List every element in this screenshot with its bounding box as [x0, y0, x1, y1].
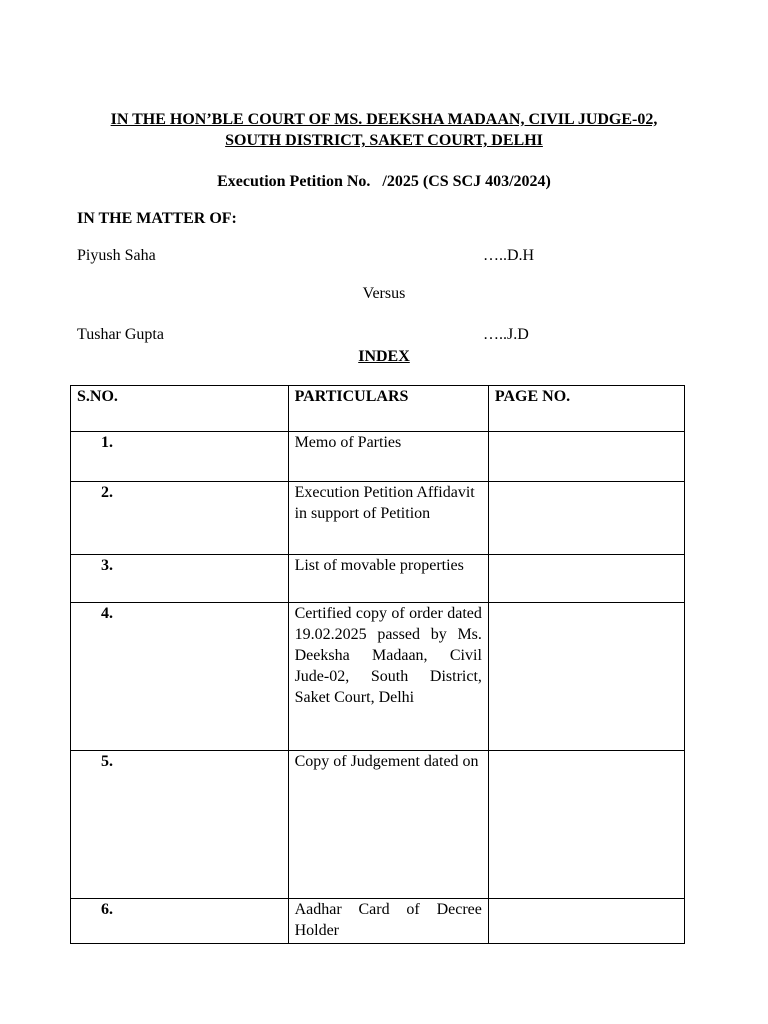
petition-number: Execution Petition No. /2025 (CS SCJ 403/2024)	[217, 173, 551, 190]
table-row	[71, 555, 685, 603]
table-row	[71, 603, 685, 751]
column-header-page: PAGE NO.	[488, 386, 684, 432]
row-page	[488, 751, 684, 899]
table-row	[71, 432, 685, 482]
judgment-debtor-name: Tushar Gupta	[77, 326, 164, 343]
index-table	[70, 385, 685, 944]
column-header-particulars: PARTICULARS	[288, 386, 488, 432]
row-particulars: Copy of Judgement dated on	[288, 751, 488, 899]
index-title: INDEX	[358, 348, 410, 365]
row-sno: 4.	[71, 603, 289, 751]
row-particulars: List of movable properties	[288, 555, 488, 603]
versus-label: Versus	[362, 285, 406, 302]
row-particulars: Certified copy of order dated 19.02.2025 passed by Ms. Deeksha Madaan, Civil Jude-02, South District, Saket Court, Delhi	[288, 603, 488, 751]
row-page	[488, 555, 684, 603]
table-row	[71, 482, 685, 555]
row-particulars: Aadhar Card of Decree Holder	[288, 899, 488, 944]
court-title-line-2: SOUTH DISTRICT, SAKET COURT, DELHI	[225, 132, 543, 149]
table-row	[71, 751, 685, 899]
row-sno: 2.	[71, 482, 289, 555]
row-page	[488, 603, 684, 751]
row-particulars: Memo of Parties	[288, 432, 488, 482]
row-sno: 6.	[71, 899, 289, 944]
decree-holder-tag: …..D.H	[483, 247, 535, 264]
matter-of-heading: IN THE MATTER OF:	[77, 210, 237, 227]
court-title-line-1: IN THE HON’BLE COURT OF MS. DEEKSHA MADAAN, CIVIL JUDGE-02,	[110, 111, 658, 128]
judgment-debtor-tag: …..J.D	[483, 326, 529, 343]
row-particulars: Execution Petition Affidavit in support of Petition	[288, 482, 488, 555]
row-page	[488, 899, 684, 944]
column-header-sno: S.NO.	[71, 386, 289, 432]
row-sno: 1.	[71, 432, 289, 482]
table-header-row	[71, 386, 685, 432]
row-page	[488, 432, 684, 482]
row-page	[488, 482, 684, 555]
table-row	[71, 899, 685, 944]
decree-holder-name: Piyush Saha	[77, 247, 156, 264]
row-sno: 5.	[71, 751, 289, 899]
row-sno: 3.	[71, 555, 289, 603]
